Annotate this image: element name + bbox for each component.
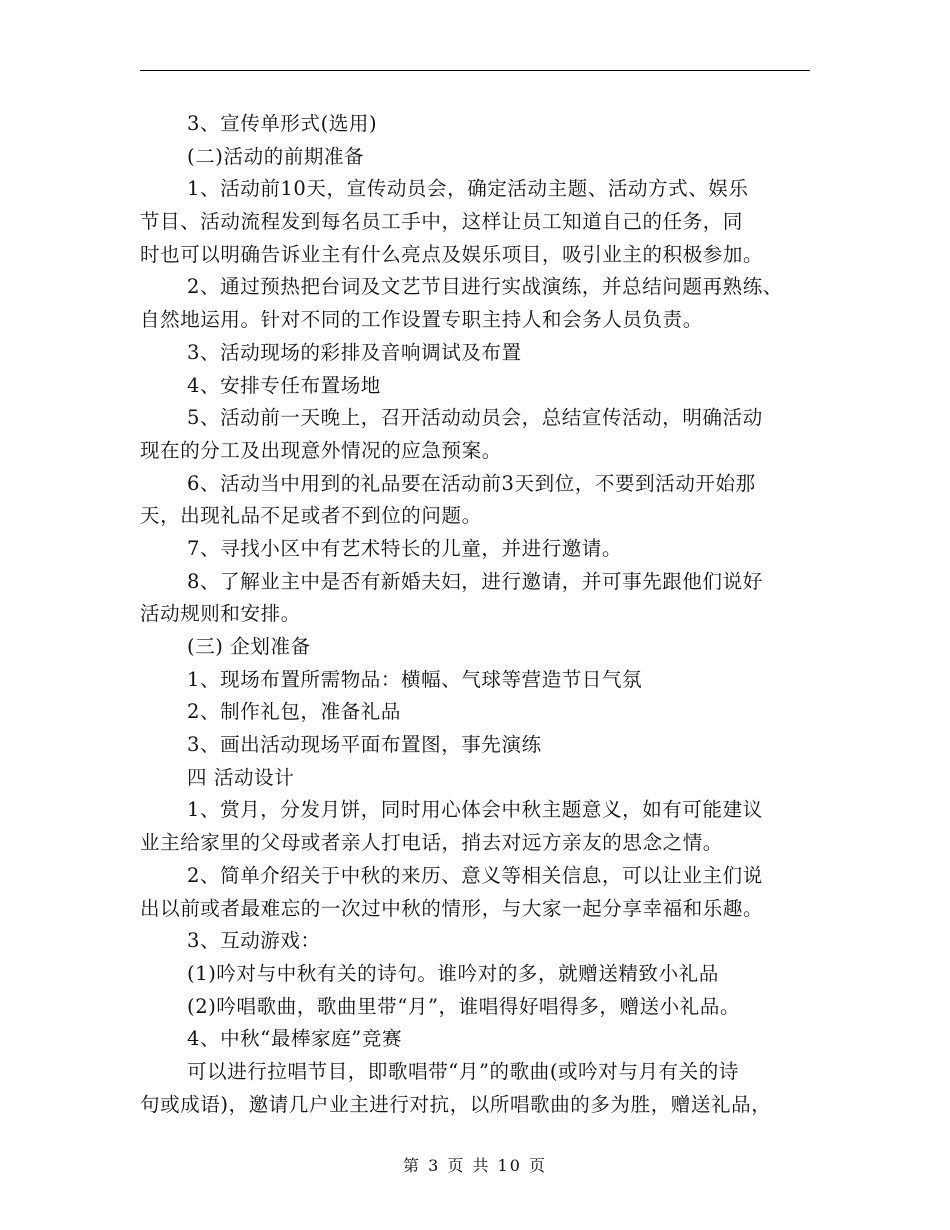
page-number-footer: 第 3 页 共 10 页 xyxy=(403,1156,547,1175)
document-text-line: 时也可以明确告诉业主有什么亮点及娱乐项目，吸引业主的积极参加。 xyxy=(140,242,764,266)
document-text-line: 5、活动前一天晚上，召开活动动员会，总结宣传活动，明确活动 xyxy=(187,406,763,430)
document-text-line: 四 活动设计 xyxy=(187,765,295,789)
document-text-line: 3、画出活动现场平面布置图，事先演练 xyxy=(187,733,542,757)
document-body xyxy=(140,108,810,1121)
document-text-line: 自然地运用。针对不同的工作设置专职主持人和会务人员负责。 xyxy=(140,308,703,332)
document-text-line: 句或成语)，邀请几户业主进行对抗，以所唱歌曲的多为胜，赠送礼品， xyxy=(140,1092,772,1116)
document-text-line: 出以前或者最难忘的一次过中秋的情形，与大家一起分享幸福和乐趣。 xyxy=(140,896,764,920)
document-text-line: 2、通过预热把台词及文艺节目进行实战演练，并总结问题再熟练、 xyxy=(187,275,783,299)
document-text-line: 1、现场布置所需物品：横幅、气球等营造节日气氛 xyxy=(187,667,643,691)
document-text-line: 7、寻找小区中有艺术特长的儿童，并进行邀请。 xyxy=(187,536,623,560)
document-text-line: 节目、活动流程发到每名员工手中，这样让员工知道自己的任务，同 xyxy=(140,210,744,234)
document-text-line: (三) 企划准备 xyxy=(187,635,311,658)
document-text-line: 可以进行拉唱节目，即歌唱带“月”的歌曲(或吟对与月有关的诗 xyxy=(187,1059,739,1083)
document-text-line: 4、中秋“最棒家庭”竞赛 xyxy=(187,1027,403,1051)
document-text-line: 2、简单介绍关于中秋的来历、意义等相关信息，可以让业主们说 xyxy=(187,863,763,887)
document-text-line: 现在的分工及出现意外情况的应急预案。 xyxy=(140,438,502,462)
document-text-line: 4、安排专任布置场地 xyxy=(187,373,381,397)
document-text-line: 业主给家里的父母或者亲人打电话，捎去对远方亲友的思念之情。 xyxy=(140,831,723,855)
document-text-line: 2、制作礼包，准备礼品 xyxy=(187,700,402,724)
document-text-line: (1)吟对与中秋有关的诗句。谁吟对的多，就赠送精致小礼品 xyxy=(187,961,719,985)
document-text-line: 1、赏月，分发月饼，同时用心体会中秋主题意义，如有可能建议 xyxy=(187,798,763,822)
document-text-line: 活动规则和安排。 xyxy=(140,602,301,626)
document-text-line: (二)活动的前期准备 xyxy=(187,144,365,168)
document-text-line: 天，出现礼品不足或者不到位的问题。 xyxy=(140,504,482,528)
document-text-line: 3、活动现场的彩排及音响调试及布置 xyxy=(187,340,522,364)
header-divider xyxy=(140,70,810,71)
document-text-line: 8、了解业主中是否有新婚夫妇，进行邀请，并可事先跟他们说好 xyxy=(187,569,763,593)
document-text-line: 1、活动前10天，宣传动员会，确定活动主题、活动方式、娱乐 xyxy=(187,177,749,201)
document-text-line: 6、活动当中用到的礼品要在活动前3天到位，不要到活动开始那 xyxy=(187,471,756,495)
document-text-line: 3、互动游戏： xyxy=(187,929,321,953)
document-text-line: 3、宣传单形式(选用) xyxy=(187,112,378,135)
document-text-line: (2)吟唱歌曲，歌曲里带“月”，谁唱得好唱得多，赠送小礼品。 xyxy=(187,994,741,1018)
